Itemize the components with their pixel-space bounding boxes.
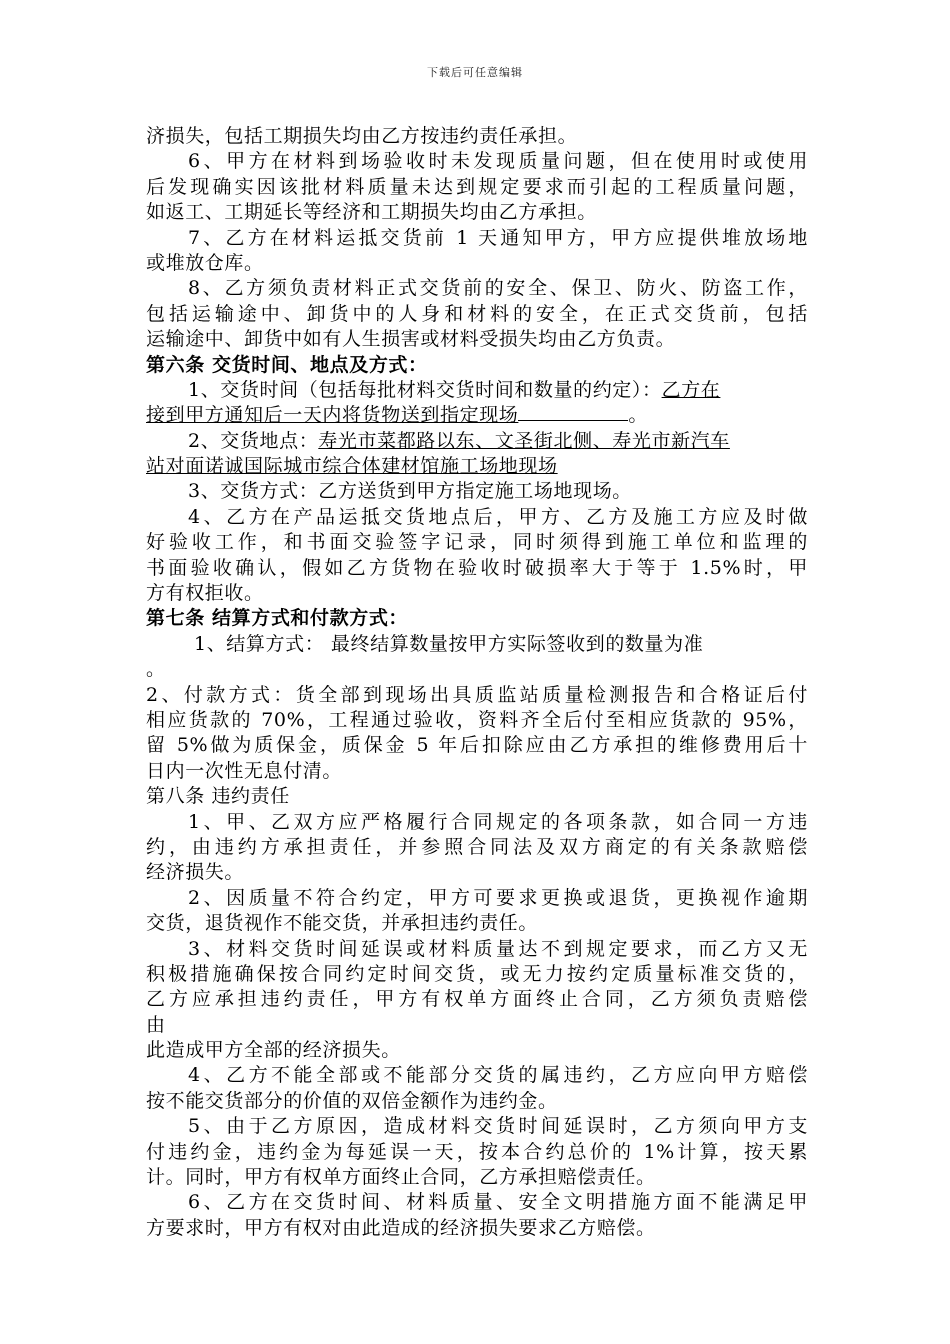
paragraph-line: 付违约金，违约金为每延误一天，按本合约总价的 1%计算，按天累 bbox=[146, 1140, 808, 1163]
paragraph-line: 运输途中、卸货中如有人生损害或材料受损失均由乙方负责。 bbox=[146, 328, 676, 351]
paragraph-line: 相应货款的 70%，工程通过验收，资料齐全后付至相应货款的 95%， bbox=[146, 708, 808, 731]
paragraph-line: 7、乙方在材料运抵交货前 1 天通知甲方，甲方应提供堆放场地 bbox=[188, 226, 808, 249]
paragraph-line: 。 bbox=[146, 658, 166, 681]
paragraph-line: 此造成甲方全部的经济损失。 bbox=[146, 1039, 401, 1062]
paragraph-line: 好验收工作，和书面交验签字记录，同时须得到施工单位和监理的 bbox=[146, 531, 808, 554]
section-heading: 第六条 交货时间、地点及方式： bbox=[146, 353, 428, 376]
paragraph-line: 3、材料交货时间延误或材料质量达不到规定要求，而乙方又无 bbox=[188, 937, 808, 960]
paragraph-line bbox=[146, 378, 808, 403]
paragraph-line: 5、由于乙方原因，造成材料交货时间延误时，乙方须向甲方支 bbox=[188, 1115, 808, 1138]
paragraph-line: 积极措施确保按合同约定时间交货，或无力按约定质量标准交货的， bbox=[146, 962, 808, 985]
paragraph-line: 计。同时，甲方有权单方面终止合同，乙方承担赔偿责任。 bbox=[146, 1166, 656, 1189]
filled-field: 乙方在 bbox=[661, 378, 721, 401]
paragraph-line: 交货，退货视作不能交货，并承担违约责任。 bbox=[146, 912, 539, 935]
paragraph-line: 乙方应承担违约责任，甲方有权单方面终止合同，乙方须负责赔偿 bbox=[146, 988, 808, 1011]
filled-field: 接到甲方通知后一天内将货物送到指定现场 bbox=[146, 404, 519, 427]
paragraph-line: 2、因质量不符合约定，甲方可要求更换或退货，更换视作逾期 bbox=[188, 886, 808, 909]
paragraph-line bbox=[146, 454, 808, 479]
paragraph-line: 4、乙方不能全部或不能部分交货的属违约，乙方应向甲方赔偿 bbox=[188, 1064, 808, 1087]
paragraph-line: 或堆放仓库。 bbox=[146, 251, 264, 274]
paragraph-line: 2、付款方式：货全部到现场出具质监站质量检测报告和合格证后付 bbox=[146, 683, 808, 706]
paragraph-line: 6、甲方在材料到场验收时未发现质量问题，但在使用时或使用 bbox=[188, 150, 808, 173]
line-text: 。 bbox=[628, 404, 649, 427]
paragraph-line: 4、乙方在产品运抵交货地点后，甲方、乙方及施工方应及时做 bbox=[188, 505, 808, 528]
paragraph-line: 方有权拒收。 bbox=[146, 582, 264, 605]
paragraph-line: 1、结算方式： 最终结算数量按甲方实际签收到的数量为准 bbox=[194, 632, 704, 655]
paragraph-line: 方要求时，甲方有权对由此造成的经济损失要求乙方赔偿。 bbox=[146, 1216, 656, 1239]
paragraph-line: 6、乙方在交货时间、材料质量、安全文明措施方面不能满足甲 bbox=[188, 1191, 808, 1214]
filled-field: 寿光市菜都路以东、文圣街北侧、寿光市新汽车 bbox=[318, 429, 730, 452]
paragraph-line: 3、交货方式：乙方送货到甲方指定施工场地现场。 bbox=[188, 480, 632, 503]
blank-underline bbox=[518, 403, 628, 421]
line-text: 1、交货时间（包括每批材料交货时间和数量的约定）： bbox=[188, 378, 662, 401]
filled-field: 站对面诺诚国际城市综合体建材馆施工场地现场 bbox=[146, 455, 558, 478]
paragraph-line: 书面验收确认，假如乙方货物在验收时破损率大于等于 1.5%时，甲 bbox=[146, 556, 808, 579]
paragraph-line: 1、甲、乙双方应严格履行合同规定的各项条款，如合同一方违 bbox=[188, 810, 808, 833]
paragraph-line: 济损失，包括工期损失均由乙方按违约责任承担。 bbox=[146, 125, 578, 147]
paragraph-line: 留 5%做为质保金，质保金 5 年后扣除应由乙方承担的维修费用后十 bbox=[146, 734, 808, 757]
paragraph-line: 如返工、工期延长等经济和工期损失均由乙方承担。 bbox=[146, 201, 597, 224]
paragraph-line: 由 bbox=[146, 1013, 166, 1036]
section-heading: 第八条 违约责任 bbox=[146, 785, 290, 808]
document-body bbox=[146, 124, 808, 1241]
line-text: 2、交货地点： bbox=[188, 429, 319, 452]
page-header: 下载后可任意编辑 bbox=[427, 66, 523, 79]
paragraph-line: 后发现确实因该批材料质量未达到规定要求而引起的工程质量问题， bbox=[146, 175, 808, 198]
paragraph-line: 8、乙方须负责材料正式交货前的安全、保卫、防火、防盗工作， bbox=[188, 277, 808, 300]
paragraph-line: 按不能交货部分的价值的双倍金额作为违约金。 bbox=[146, 1089, 558, 1112]
paragraph-line: 包括运输途中、卸货中的人身和材料的安全，在正式交货前，包括 bbox=[146, 302, 808, 325]
paragraph-line bbox=[146, 403, 808, 428]
paragraph-line: 约，由违约方承担责任，并参照合同法及双方商定的有关条款赔偿 bbox=[146, 835, 808, 858]
paragraph-line: 日内一次性无息付清。 bbox=[146, 759, 343, 782]
paragraph-line: 经济损失。 bbox=[146, 861, 245, 884]
section-heading: 第七条 结算方式和付款方式： bbox=[146, 607, 409, 630]
paragraph-line bbox=[146, 429, 808, 454]
